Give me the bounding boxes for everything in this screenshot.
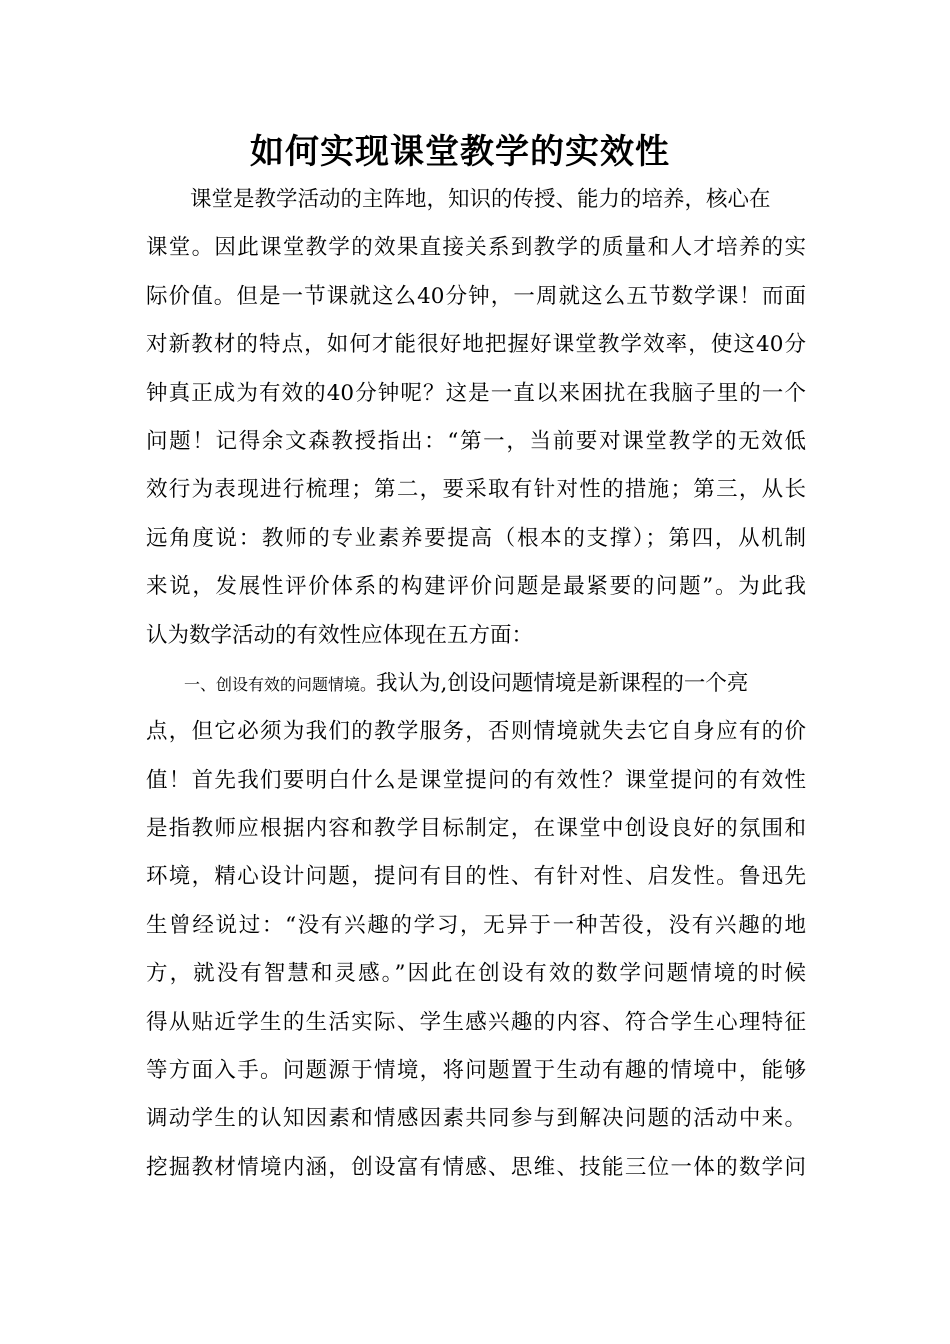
text-line: 得从贴近学生的生活实际、学生感兴趣的内容、符合学生心理特征 (146, 1009, 806, 1035)
text-line: 环境，精心设计问题，提问有目的性、有针对性、启发性。鲁迅先 (146, 864, 806, 890)
text-line: 课堂。因此课堂教学的效果直接关系到教学的质量和人才培养的实 (146, 235, 806, 261)
text-line: 际价值。但是一节课就这么40分钟，一周就这么五节数学课！而面 (146, 283, 806, 309)
paragraph-section-one (146, 660, 806, 1192)
text-line: 钟真正成为有效的40分钟呢？这是一直以来困扰在我脑子里的一个 (146, 380, 806, 406)
text-line (146, 660, 806, 708)
text-line: 认为数学活动的有效性应体现在五方面： (146, 622, 534, 648)
text-line: 值！首先我们要明白什么是课堂提问的有效性？课堂提问的有效性 (146, 767, 806, 793)
text-line: 来说，发展性评价体系的构建评价问题是最紧要的问题”。为此我 (146, 574, 806, 600)
paragraph-intro (146, 176, 806, 660)
document-title: 如何实现课堂教学的实效性 (250, 132, 670, 172)
text-line: 远角度说：教师的专业素养要提高（根本的支撑）；第四，从机制 (146, 525, 806, 551)
section-heading: 一、创设有效的问题情境。 (184, 674, 377, 694)
text-line: 生曾经说过：“没有兴趣的学习，无异于一种苦役，没有兴趣的地 (146, 912, 806, 938)
text-fragment: 我认为,创设问题情境是新课程的一个亮 (376, 670, 749, 696)
text-line: 挖掘教材情境内涵，创设富有情感、思维、技能三位一体的数学问 (146, 1154, 806, 1180)
text-line: 是指教师应根据内容和教学目标制定，在课堂中创设良好的氛围和 (146, 816, 806, 842)
text-line: 课堂是教学活动的主阵地，知识的传授、能力的培养，核心在 (190, 187, 771, 212)
text-line: 调动学生的认知因素和情感因素共同参与到解决问题的活动中来。 (146, 1106, 806, 1132)
text-line: 对新教材的特点，如何才能很好地把握好课堂教学效率，使这40分 (146, 332, 806, 358)
text-line: 效行为表现进行梳理；第二，要采取有针对性的措施；第三，从长 (146, 477, 806, 503)
document-body (146, 176, 806, 1192)
text-line: 方，就没有智慧和灵感。”因此在创设有效的数学问题情境的时候 (146, 961, 806, 987)
text-line: 问题！记得余文森教授指出：“第一，当前要对课堂教学的无效低 (146, 428, 806, 454)
text-line: 等方面入手。问题源于情境，将问题置于生动有趣的情境中，能够 (146, 1058, 806, 1084)
text-line: 点，但它必须为我们的教学服务，否则情境就失去它自身应有的价 (146, 719, 806, 745)
